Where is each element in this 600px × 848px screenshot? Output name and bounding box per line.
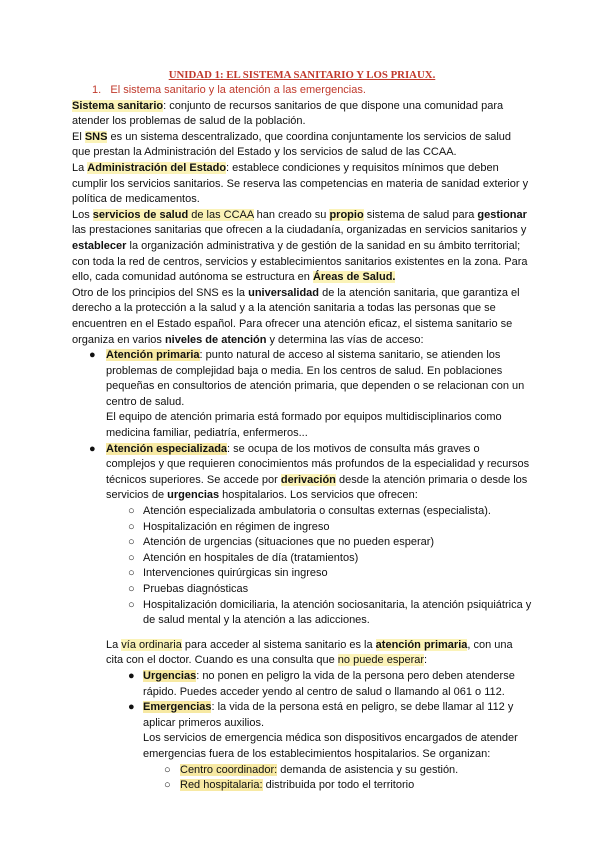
term-administracion: Administración del Estado	[87, 161, 227, 174]
paragraph-administracion	[72, 161, 532, 208]
list-item-text: hospitalarios. Los servicios que ofrecen:	[219, 489, 418, 502]
paragraph-text: sistema de salud para	[363, 208, 478, 221]
paragraph-text: de la atención sanitaria, que garantiza el derecho a la protección a la salud y a la atención sanitaria a todas las personas que se encuentren en el Estado español. Para ofrecer una atención eficaz, el sistema sanitario se organiza en varios	[72, 286, 520, 346]
list-item-centro-coordinador	[72, 763, 532, 779]
bullet-icon: ●	[89, 349, 96, 362]
service-text: Hospitalización en régimen de ingreso	[143, 520, 330, 533]
paragraph-text: La	[72, 161, 88, 174]
term-niveles: niveles de atención	[164, 333, 267, 346]
term-emergencias: Emergencias	[143, 701, 212, 714]
service-text: Atención especializada ambulatoria o consultas externas (especialista).	[143, 505, 491, 518]
services-list	[72, 504, 532, 629]
circle-bullet-icon: ○	[164, 779, 171, 792]
term-sns: SNS	[84, 130, 108, 143]
term-servicios-salud: servicios de salud	[92, 208, 189, 221]
circle-bullet-icon: ○	[164, 763, 171, 776]
list-item	[72, 535, 532, 551]
circle-bullet-icon: ○	[128, 505, 135, 518]
circle-bullet-icon: ○	[128, 536, 135, 549]
term-atencion-especializada: Atención especializada	[106, 442, 228, 455]
paragraph-text: para acceder al sistema sanitario es la	[181, 638, 376, 651]
circle-bullet-icon: ○	[128, 583, 135, 595]
list-item-atencion-primaria	[72, 348, 532, 442]
list-item	[72, 551, 532, 567]
term-centro-coordinador: Centro coordinador:	[180, 763, 278, 776]
paragraph-sns	[72, 130, 532, 161]
list-item	[72, 504, 532, 520]
service-text: Atención en hospitales de día (tratamientos)	[143, 551, 359, 564]
list-item-atencion-especializada	[72, 442, 532, 504]
paragraph-servicios	[72, 208, 532, 286]
list-item-text: desde la atención primaria o desde los servicios de	[106, 473, 528, 502]
paragraph-text: y determina las vías de acceso:	[266, 333, 424, 346]
section-number: 1.	[92, 84, 102, 96]
term-no-puede-esperar: no puede esperar	[337, 654, 425, 667]
paragraph-text: :	[424, 654, 428, 667]
term-atencion-primaria-2: atención primaria	[375, 638, 468, 651]
term-areas-salud: Áreas de Salud.	[312, 271, 396, 284]
bullet-icon: ●	[89, 442, 96, 455]
paragraph-text: : conjunto de recursos sanitarios de que dispone una comunidad para atender los problemas de salud de la población.	[72, 99, 504, 128]
term-derivacion: derivación	[280, 473, 336, 486]
list-item-text: demanda de asistencia y su gestión.	[277, 763, 459, 776]
term-urgencias: Urgencias	[143, 669, 197, 682]
paragraph-text: las prestaciones sanitarias que ofrecen a la ciudadanía, organizadas en servicios sanitarios y	[72, 224, 527, 237]
section-heading-text: El sistema sanitario y la atención a las emergencias.	[110, 84, 366, 96]
term-urgencias-hosp: urgencias	[167, 489, 220, 502]
term-red-hospitalaria: Red hospitalaria:	[180, 779, 263, 792]
page-title: UNIDAD 1: EL SISTEMA SANITARIO Y LOS PRIAUX.	[168, 69, 436, 81]
bullet-icon: ●	[128, 669, 135, 682]
list-item	[72, 520, 532, 536]
list-item	[72, 598, 532, 629]
document-content	[72, 68, 532, 794]
circle-bullet-icon: ○	[128, 598, 135, 611]
service-text: Hospitalización domiciliaria, la atención sociosanitaria, la atención psiquiátrica y de salud mental y la atención a las adicciones.	[143, 598, 532, 627]
levels-list	[72, 348, 532, 504]
paragraph-text: de las CCAA	[188, 208, 254, 221]
service-text: Intervenciones quirúrgicas sin ingreso	[143, 567, 328, 580]
service-text: Atención de urgencias (situaciones que no pueden esperar)	[143, 536, 435, 549]
list-item	[72, 582, 532, 598]
paragraph-text: : establece condiciones y requisitos mínimos que deben cumplir los servicios sanitarios. Se reserva las competencias en materia de sanidad exterior y política de medicamentos.	[72, 161, 529, 206]
access-list	[72, 669, 532, 763]
paragraph-text: es un sistema descentralizado, que coordina conjuntamente los servicios de salud que prestan la Administración del Estado y los servicios de salud de las CCAA.	[72, 130, 512, 159]
bullet-icon: ●	[128, 701, 135, 714]
list-item-text: : punto natural de acceso al sistema sanitario, se atienden los problemas de complejidad baja o media. En los centros de salud. En poblaciones pequeñas en consultorios de atención primaria, que dependen o se relacionan con un centro de salud.	[106, 349, 525, 408]
paragraph-definition	[72, 99, 532, 130]
term-universalidad: universalidad	[248, 286, 320, 299]
paragraph-text: Los	[72, 208, 93, 221]
paragraph-text: han creado su	[253, 208, 330, 221]
term-via-ordinaria: vía ordinaria	[121, 638, 182, 651]
paragraph-text: , con una cita con el doctor. Cuando es una consulta que	[106, 638, 513, 667]
paragraph-via-ordinaria	[72, 638, 532, 669]
list-item-text: : se ocupa de los motivos de consulta más graves o complejos y que requieren conocimientos más profundos de la especialidad y recursos técnicos superiores. Se accede por	[106, 442, 530, 486]
list-item-text: : la vida de la persona está en peligro, se debe llamar al 112 y aplicar primeros auxilios.	[143, 701, 514, 729]
paragraph-text: El	[72, 130, 85, 143]
term-establecer: establecer	[72, 239, 127, 252]
circle-bullet-icon: ○	[128, 520, 135, 533]
list-item-extra: El equipo de atención primaria está formado por equipos multidisciplinarios como medicina familiar, pediatría, enfermeros...	[106, 411, 502, 440]
term-gestionar: gestionar	[477, 208, 527, 221]
list-item-extra: Los servicios de emergencia médica son dispositivos encargados de atender emergencias fuera de los establecimientos hospitalarios. Se organizan:	[143, 732, 518, 760]
paragraph-text: La	[106, 638, 122, 651]
term-atencion-primaria: Atención primaria	[106, 349, 200, 362]
service-text: Pruebas diagnósticas	[143, 583, 249, 595]
emergency-org-list	[72, 763, 532, 794]
term-sistema-sanitario: Sistema sanitario	[72, 99, 164, 112]
list-item-red-hospitalaria	[72, 778, 532, 794]
circle-bullet-icon: ○	[128, 551, 135, 564]
list-item-urgencias	[72, 669, 532, 700]
list-item-emergencias	[72, 700, 532, 762]
list-item-text: distribuida por todo el territorio	[262, 779, 415, 792]
spacer	[72, 629, 532, 638]
term-propio: propio	[329, 208, 364, 221]
circle-bullet-icon: ○	[128, 567, 135, 580]
list-item-text: : no ponen en peligro la vida de la persona pero deben atenderse rápido. Puedes acceder yendo al centro de salud o llamando al 061 o 112.	[143, 669, 515, 698]
paragraph-text: la organización administrativa y de gestión de la sanidad en su ámbito territorial; con toda la red de centros, servicios y establecimientos sanitarios existentes en la zona. Para ello, cada comunidad autónoma se estructura en	[72, 239, 528, 284]
paragraph-text: Otro de los principios del SNS es la	[72, 286, 249, 299]
list-item	[72, 566, 532, 582]
paragraph-universalidad	[72, 286, 532, 348]
section-heading	[92, 83, 532, 99]
